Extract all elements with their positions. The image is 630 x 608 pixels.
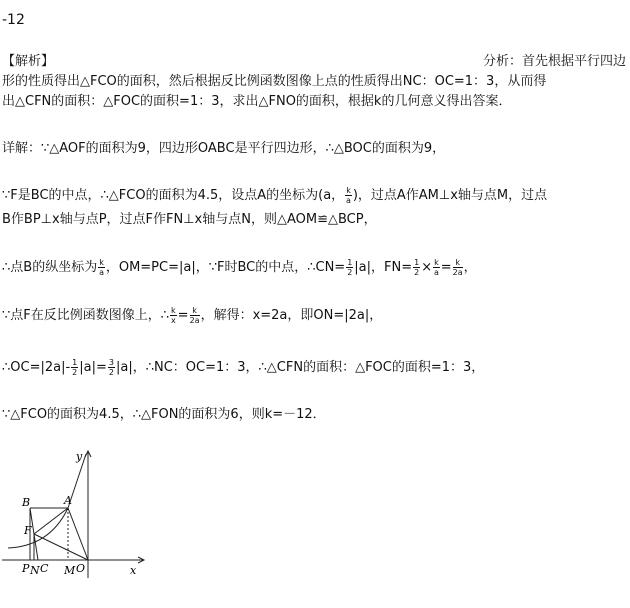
fraction: $\frac{k}{2a}$ bbox=[452, 258, 463, 277]
line-af bbox=[34, 508, 68, 534]
label-a: A bbox=[64, 494, 72, 507]
detail-line-6: ∴OC=|2a|- $\frac{1}{2}$ |a|= $\frac{3}{2}$ |a|，∴NC：OC=1：3，∴△CFN的面积：△FOC的面积=1：3， bbox=[2, 358, 485, 377]
label-b: B bbox=[22, 496, 31, 509]
parallelogram bbox=[30, 508, 88, 560]
fraction: $\frac{1}{2}$ bbox=[72, 358, 78, 377]
answer-text: -12 bbox=[2, 12, 25, 28]
analysis-line-3: 出△CFN的面积：△FOC的面积=1：3，求出△FNO的面积，根据k的几何意义得出答案． bbox=[2, 94, 512, 109]
label-p: P bbox=[22, 562, 30, 575]
solution-heading: 【解析】 bbox=[2, 54, 55, 69]
geometry-figure bbox=[0, 448, 150, 580]
fraction: $\frac{k}{a}$ bbox=[99, 258, 104, 277]
label-o: O bbox=[76, 562, 86, 575]
fraction: $\frac{1}{2}$ bbox=[347, 258, 353, 277]
label-n: N bbox=[30, 564, 40, 577]
label-f: F bbox=[24, 524, 32, 537]
detail-line-3: B作BP⊥x轴与点P，过点F作FN⊥x轴与点N，则△AOM≌△BCP， bbox=[2, 212, 377, 227]
fraction: $\frac{1}{2}$ bbox=[414, 258, 420, 277]
analysis-line-2: 形的性质得出△FCO的面积，然后根据反比例函数图像上点的性质得出NC：OC=1：3，从而得 bbox=[2, 74, 547, 89]
fraction: $\frac{k}{x}$ bbox=[170, 306, 176, 325]
hyperbola-curve bbox=[8, 454, 86, 548]
analysis-label: 分析：首先根据平行四边 bbox=[482, 54, 626, 69]
fraction: $\frac{k}{2a}$ bbox=[189, 306, 200, 325]
detail-line-5: ∵点F在反比例函数图像上，∴ $\frac{k}{x}$ = $\frac{k}{2a}$ ，解得：x=2a，即ON=|2a|， bbox=[2, 306, 383, 325]
fraction: $\frac{3}{2}$ bbox=[108, 358, 114, 377]
detail-line-2: ∵F是BC的中点，∴△FCO的面积为4.5，设点A的坐标为(a， $\frac{k}{a}$ )，过点A作AM⊥x轴与点M，过点 bbox=[2, 186, 548, 205]
label-x: x bbox=[130, 564, 137, 577]
detail-line-1: 详解：∵△AOF的面积为9，四边形OABC是平行四边形，∴△BOC的面积为9， bbox=[2, 141, 446, 156]
detail-line-7: ∵△FCO的面积为4.5，∴△FON的面积为6，则k=－12． bbox=[2, 407, 326, 422]
label-c: C bbox=[40, 562, 49, 575]
label-y: y bbox=[76, 450, 83, 463]
label-m: M bbox=[64, 564, 76, 577]
detail-line-4: ∴点B的纵坐标为 $\frac{k}{a}$ ，OM=PC=|a|，∵F时BC的中点，∴CN= $\frac{1}{2}$ |a|，FN= $\frac{1}{2}$ × $\frac{k}{a}$ = $\frac{k}{2a}$ ， bbox=[2, 258, 477, 277]
fraction: $\frac{k}{a}$ bbox=[346, 186, 351, 205]
fraction: $\frac{k}{a}$ bbox=[433, 258, 439, 277]
